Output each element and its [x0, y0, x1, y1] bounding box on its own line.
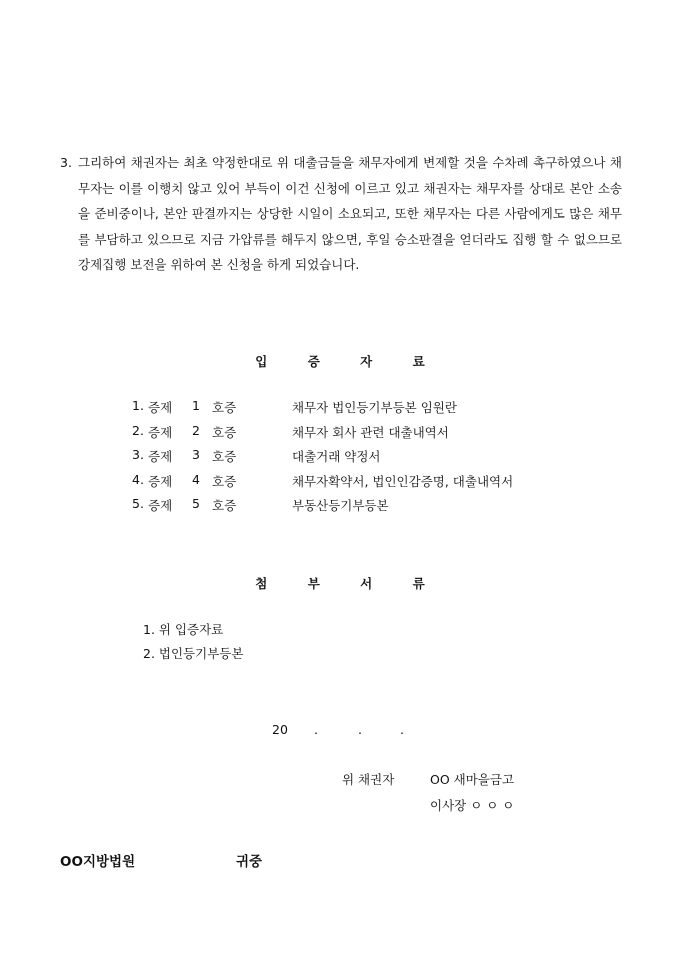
evidence-prefix: 증제	[148, 498, 173, 513]
evidence-suffix: 호증	[212, 400, 237, 415]
evidence-description: 대출거래 약정서	[292, 449, 381, 464]
claim-paragraph	[60, 150, 622, 278]
attachments-list	[143, 620, 243, 668]
applicant-organization: OO 새마을금고	[430, 772, 515, 787]
evidence-item	[132, 398, 592, 423]
date-separator: .	[314, 722, 318, 737]
evidence-index: 4.	[132, 471, 144, 487]
date-separator: .	[358, 722, 362, 737]
heading-char: 료	[412, 354, 425, 369]
evidence-number: 2	[192, 422, 200, 438]
evidence-prefix: 증제	[148, 449, 173, 464]
evidence-number: 5	[192, 496, 200, 511]
paragraph-text: 그리하여 채권자는 최초 약정한대로 위 대출금들을 채무자에게 변제할 것을 수차례 촉구하였으나 채무자는 이를 이행치 않고 있어 부득이 이건 신청에 이르고 있고 채권자는 채무자를 상대로 본안 소송을 준비중이나, 본안 판결까지는 상당한 시일이 소요되고, 또한 채무자는 다른 사람에게도 많은 채무를 부담하고 있으므로 지금 가압류를 해두지 않으면, 후일 승소판결을 얻더라도 집행 할 수 없으므로 강제집행 보전을 위하여 본 신청을 하게 되었습니다.	[78, 155, 622, 272]
evidence-item	[132, 447, 592, 472]
heading-char: 부	[307, 576, 320, 591]
evidence-index: 3.	[132, 447, 144, 462]
date-separator: .	[400, 722, 404, 737]
court-address	[60, 850, 263, 870]
evidence-number: 1	[192, 398, 200, 413]
paragraph-number: 3.	[60, 155, 72, 170]
evidence-number: 3	[192, 447, 200, 462]
evidence-suffix: 호증	[212, 473, 237, 489]
attachments-heading	[0, 574, 680, 592]
court-greeting: 귀중	[236, 854, 263, 870]
evidence-description: 채무자 회사 관련 대출내역서	[292, 424, 449, 440]
heading-char: 첨	[255, 576, 268, 591]
evidence-number: 4	[192, 471, 200, 487]
evidence-prefix: 증제	[148, 473, 173, 489]
heading-char: 자	[360, 354, 373, 369]
evidence-heading	[0, 352, 680, 370]
heading-char: 류	[412, 576, 425, 591]
evidence-description: 부동산등기부등본	[292, 498, 389, 513]
applicant-representative: 이사장 ㅇ ㅇ ㅇ	[430, 798, 515, 813]
evidence-item	[132, 423, 592, 448]
evidence-item	[132, 472, 592, 497]
evidence-index: 1.	[132, 398, 144, 413]
attachment-item: 2. 법인등기부등본	[143, 646, 244, 661]
evidence-description: 채무자 법인등기부등본 임원란	[292, 400, 457, 415]
evidence-index: 5.	[132, 496, 144, 511]
evidence-description: 채무자확약서, 법인인감증명, 대출내역서	[292, 473, 514, 489]
evidence-suffix: 호증	[212, 424, 237, 440]
court-name: OO지방법원	[60, 854, 136, 870]
heading-char: 서	[360, 576, 373, 591]
evidence-item	[132, 496, 592, 521]
heading-char: 증	[307, 354, 320, 369]
evidence-prefix: 증제	[148, 424, 173, 440]
evidence-suffix: 호증	[212, 498, 237, 513]
evidence-list	[132, 398, 592, 521]
applicant-label: 위 채권자	[342, 772, 395, 787]
heading-char: 입	[255, 354, 268, 369]
attachment-item: 1. 위 입증자료	[143, 622, 224, 637]
evidence-index: 2.	[132, 422, 144, 438]
evidence-prefix: 증제	[148, 400, 173, 415]
evidence-suffix: 호증	[212, 449, 237, 464]
date-year: 20	[272, 722, 288, 737]
